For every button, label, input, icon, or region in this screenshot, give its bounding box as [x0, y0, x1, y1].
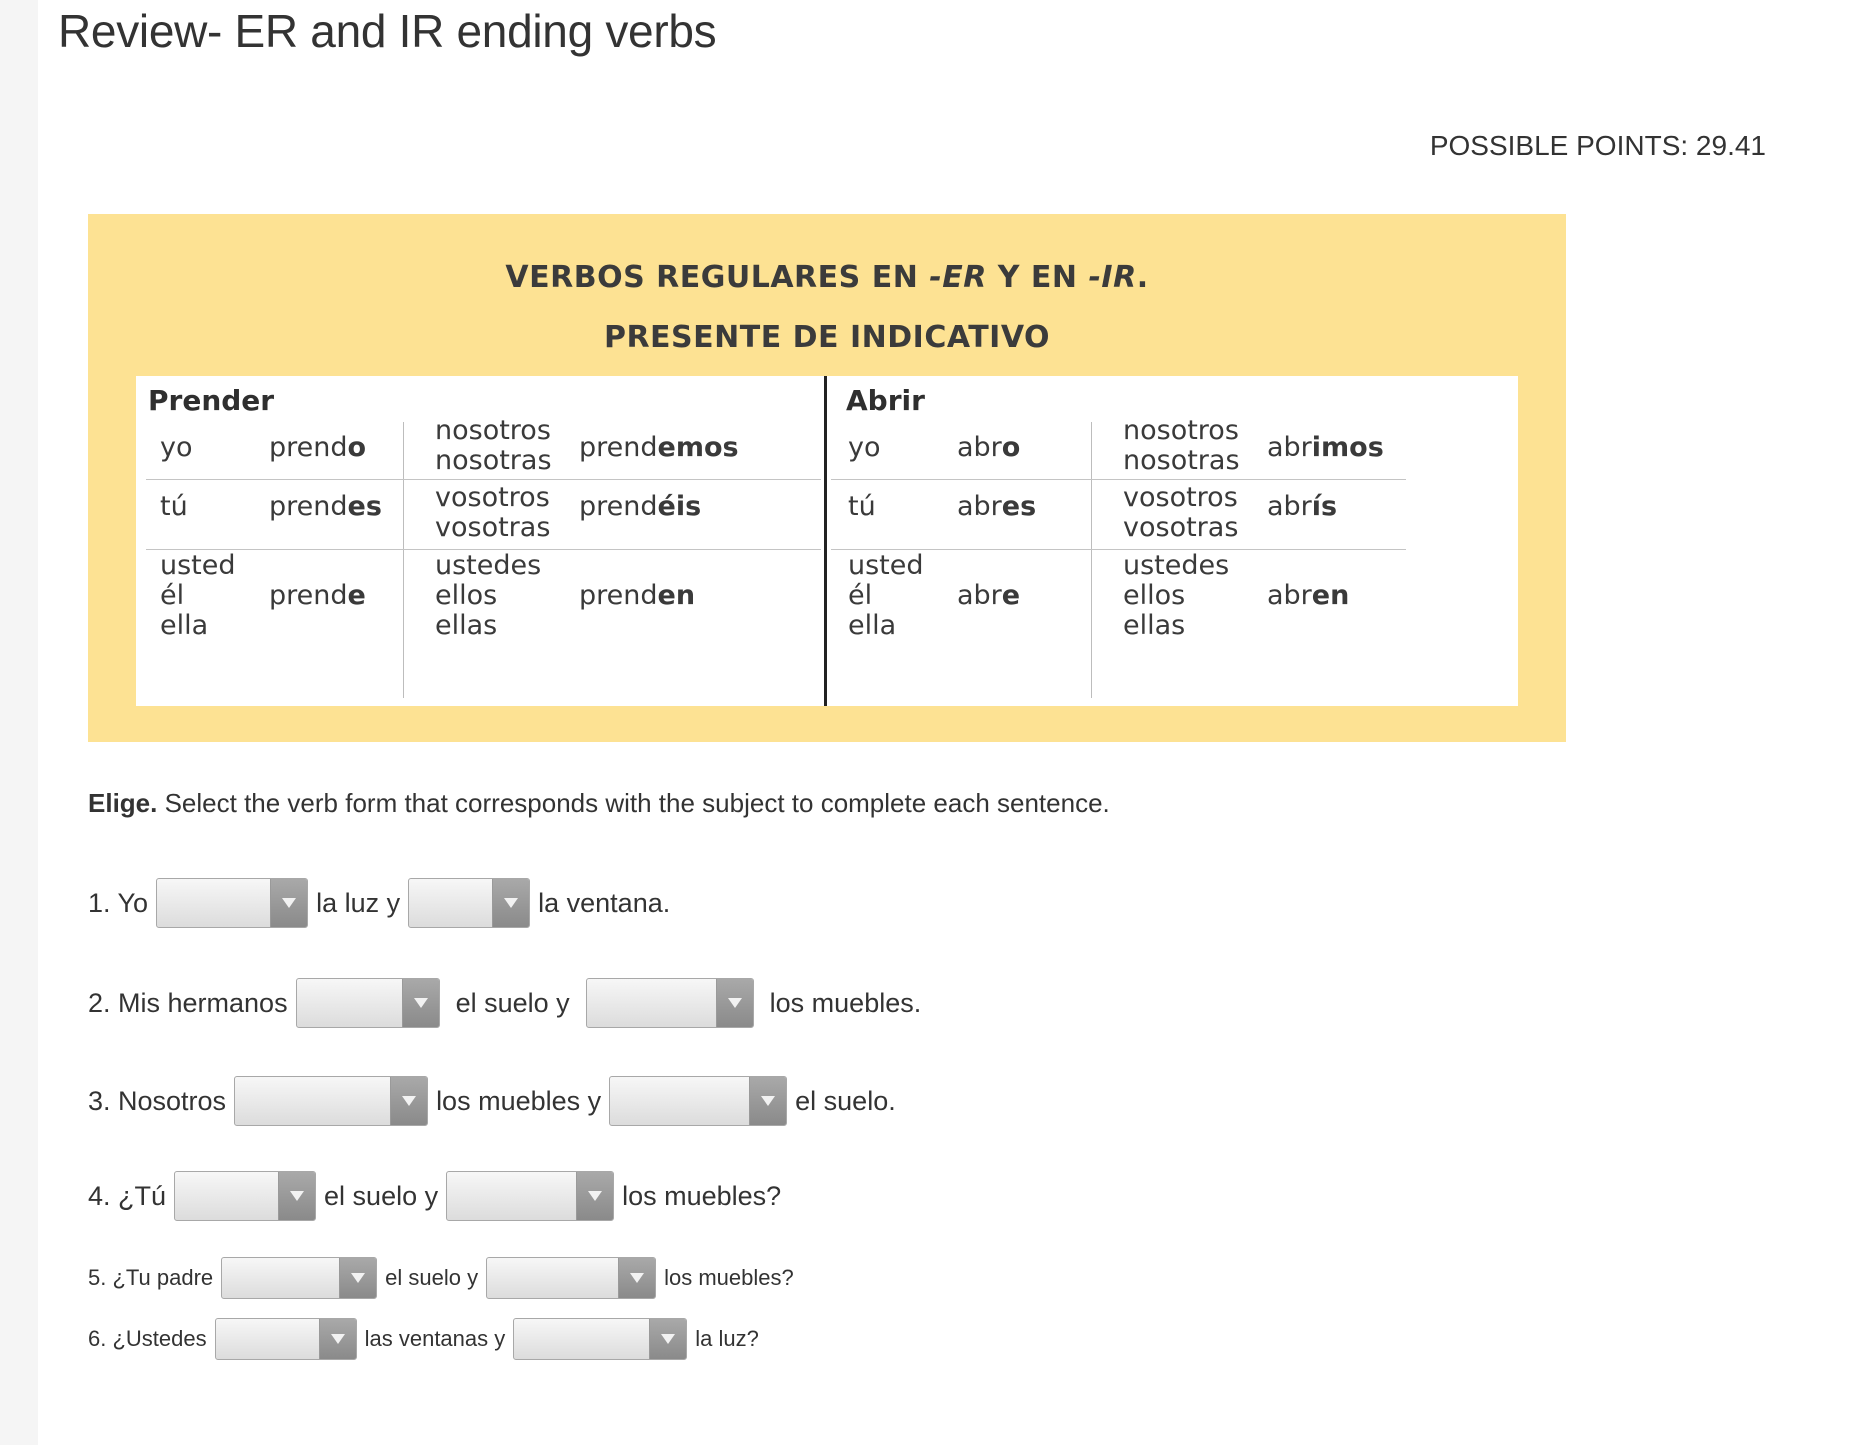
question-5-end: los muebles? — [664, 1265, 794, 1290]
subject-ustedes: ustedes ellos ellas — [435, 550, 542, 641]
question-5-subject: 5. ¿Tu padre — [88, 1265, 214, 1290]
question-2-middle: el suelo y — [455, 987, 570, 1018]
question-2-dropdown-2[interactable] — [586, 978, 754, 1028]
question-4-middle: el suelo y — [324, 1180, 439, 1211]
question-5-dropdown-1[interactable] — [221, 1257, 377, 1299]
question-1-subject: 1. Yo — [88, 887, 149, 918]
verb-name-abrir: Abrir — [846, 384, 925, 417]
form-abren: abren — [1267, 580, 1350, 611]
question-6-dropdown-2[interactable] — [513, 1318, 687, 1360]
chevron-down-icon — [278, 1172, 315, 1220]
chevron-down-icon — [402, 979, 439, 1027]
subject-nosotros: nosotros nosotras — [435, 415, 552, 476]
question-3-middle: los muebles y — [436, 1085, 602, 1116]
subject-nosotros: nosotros nosotras — [1123, 415, 1240, 476]
chevron-down-icon — [716, 979, 753, 1027]
chevron-down-icon — [270, 879, 307, 927]
form-prendeis: prendéis — [579, 491, 702, 522]
question-4-end: los muebles? — [622, 1180, 782, 1211]
abrir-table — [826, 376, 1518, 706]
conjugation-table — [136, 376, 1518, 706]
question-4-subject: 4. ¿Tú — [88, 1180, 167, 1211]
form-prendo: prendo — [269, 432, 367, 463]
chart-title-line2: PRESENTE DE INDICATIVO — [603, 320, 1051, 355]
question-1-middle: la luz y — [316, 887, 401, 918]
question-3-dropdown-1[interactable] — [234, 1076, 428, 1126]
form-prenden: prenden — [579, 580, 696, 611]
question-2-dropdown-1[interactable] — [296, 978, 440, 1028]
question-5-middle: el suelo y — [385, 1265, 479, 1290]
row-divider — [831, 479, 1406, 480]
subject-vosotros: vosotros vosotras — [1123, 482, 1239, 543]
chevron-down-icon — [576, 1172, 613, 1220]
question-4-dropdown-2[interactable] — [446, 1171, 614, 1221]
question-6-end: la luz? — [695, 1326, 759, 1351]
instructions: Elige. Select the verb form that corresponds with the subject to complete each sentence. — [88, 788, 1110, 818]
question-2-subject: 2. Mis hermanos — [88, 987, 288, 1018]
form-abro: abro — [957, 432, 1021, 463]
subject-vosotros: vosotros vosotras — [435, 482, 551, 543]
form-abres: abres — [957, 491, 1037, 522]
question-1-end: la ventana. — [538, 887, 671, 918]
column-divider — [403, 422, 404, 698]
question-2 — [88, 978, 921, 1028]
chevron-down-icon — [492, 879, 529, 927]
chevron-down-icon — [319, 1319, 356, 1359]
possible-points: POSSIBLE POINTS: 29.41 — [1429, 130, 1766, 161]
chevron-down-icon — [649, 1319, 686, 1359]
subject-yo: yo — [160, 432, 193, 463]
conjugation-chart-image — [88, 214, 1566, 742]
question-1-dropdown-2[interactable] — [408, 878, 530, 928]
question-6-subject: 6. ¿Ustedes — [88, 1326, 207, 1351]
chevron-down-icon — [749, 1077, 786, 1125]
question-6-dropdown-1[interactable] — [215, 1318, 357, 1360]
subject-ustedes: ustedes ellos ellas — [1123, 550, 1230, 641]
subject-yo: yo — [848, 432, 881, 463]
subject-usted: usted él ella — [848, 550, 924, 641]
question-4 — [88, 1171, 781, 1221]
subject-tu: tú — [160, 491, 188, 522]
question-5-dropdown-2[interactable] — [486, 1257, 656, 1299]
question-4-dropdown-1[interactable] — [174, 1171, 316, 1221]
question-6 — [88, 1318, 759, 1360]
row-divider — [146, 479, 821, 480]
left-margin-strip — [0, 0, 39, 1445]
quiz-page — [38, 0, 1858, 1445]
question-3-subject: 3. Nosotros — [88, 1085, 227, 1116]
form-prendes: prendes — [269, 491, 382, 522]
question-6-middle: las ventanas y — [364, 1326, 506, 1351]
subject-usted: usted él ella — [160, 550, 236, 641]
question-3-dropdown-2[interactable] — [609, 1076, 787, 1126]
form-abre: abre — [957, 580, 1021, 611]
prender-table — [136, 376, 826, 706]
column-divider — [1091, 422, 1092, 698]
chart-title-line1: VERBOS REGULARES EN -ER Y EN -IR. — [505, 260, 1149, 295]
chevron-down-icon — [618, 1258, 655, 1298]
form-prende: prende — [269, 580, 366, 611]
question-2-end: los muebles. — [769, 987, 922, 1018]
form-abris: abrís — [1267, 491, 1338, 522]
subject-tu: tú — [848, 491, 876, 522]
question-1-dropdown-1[interactable] — [156, 878, 308, 928]
question-5 — [88, 1257, 794, 1299]
question-3 — [88, 1076, 896, 1126]
question-3-end: el suelo. — [795, 1085, 896, 1116]
chevron-down-icon — [390, 1077, 427, 1125]
question-1 — [88, 878, 670, 928]
verb-name-prender: Prender — [148, 384, 275, 417]
page-title: Review- ER and IR ending verbs — [58, 5, 717, 57]
form-abrimos: abrimos — [1267, 432, 1384, 463]
chevron-down-icon — [339, 1258, 376, 1298]
form-prendemos: prendemos — [579, 432, 739, 463]
